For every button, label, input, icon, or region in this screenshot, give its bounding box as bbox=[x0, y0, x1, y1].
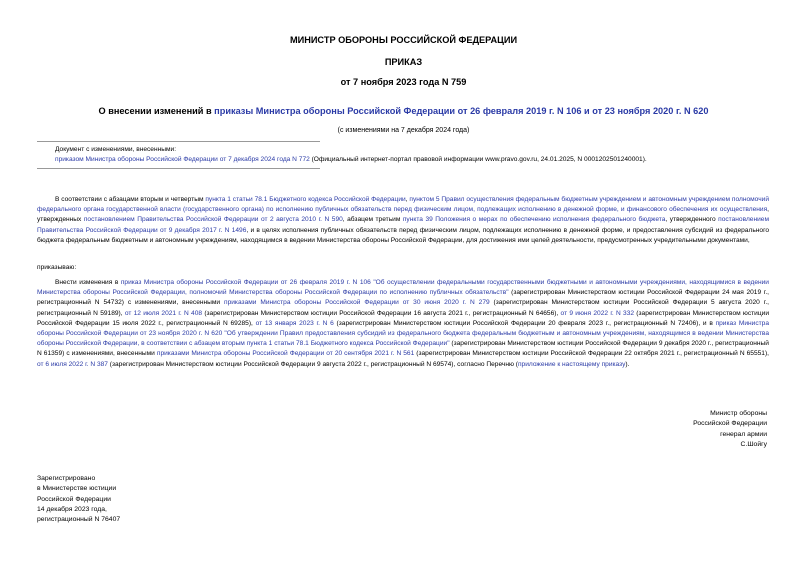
preamble-paragraph bbox=[37, 195, 769, 246]
order-word: приказываю: bbox=[37, 264, 77, 271]
preamble-text: , и в целях исполнения публичных обязательств перед физическим лицом, подлежащих исполнению в денежной форме, и предоставления субсидий из федерального бюджета федеральным бюджетным и автономным учреждениям, находящимся в ведении Министерства обороны Российской Федерации, для достижения ими целей деятельности, предусмотренных учредительными документами, bbox=[37, 226, 769, 244]
body-text: (зарегистрирован Министерством юстиции Российской Федерации 9 августа 2022 г., регистрационный N 69574), согласно Перечню ( bbox=[107, 360, 518, 368]
body-text: (зарегистрирован Министерством юстиции Российской Федерации 5 августа 2020 г., регистрационный N 59189), bbox=[37, 299, 769, 317]
preamble-text: , абзацем третьим bbox=[342, 216, 403, 224]
preamble-text: В соответствии с абзацами вторым и четвертым bbox=[55, 196, 206, 203]
document-title bbox=[0, 106, 807, 116]
body-text: (зарегистрирован Министерством юстиции Российской Федерации 16 августа 2021 г., регистрационный N 64656), bbox=[202, 309, 561, 317]
body-link[interactable]: приказ Министра обороны Российской Федерации от 23 ноября 2020 г. N 620 "Об утверждении Правил предоставления субсидий из федерального бюджета федеральным бюджетным и автономным учреждениям, находящимся в ведении Министерства обороны Российской Федерации, в соответствии с абзацем вторым пункта 1 статьи 78.1 Бюджетного кодекса Российской Федерации" bbox=[37, 319, 770, 348]
top-divider bbox=[37, 141, 320, 142]
body-link[interactable]: приказ Министра обороны Российской Федерации от 26 февраля 2019 г. N 106 "Об осуществлении федеральными государственными бюджетными и автономными учреждениями, находящимися в ведении Министерства обороны Российской Федерации, полномочий Министерства обороны Российской Федерации по исполнению публичных обязательств" bbox=[37, 279, 769, 297]
registration-line: Зарегистрировано bbox=[37, 475, 96, 482]
body-text: (зарегистрирован Министерством юстиции Российской Федерации 22 октября 2021 г., регистрационный N 65551), bbox=[414, 350, 770, 358]
body-text: ). bbox=[625, 360, 630, 368]
appendix-link[interactable]: приложение к настоящему приказу bbox=[517, 360, 626, 368]
signature-line: Российской Федерации bbox=[693, 420, 767, 428]
body-link[interactable]: приказами Министра обороны Российской Федерации от 30 июня 2020 г. N 279 bbox=[224, 299, 490, 307]
body-text: (зарегистрирован Министерством юстиции Российской Федерации 20 февраля 2023 г., регистрационный N 72406), и в bbox=[333, 319, 716, 327]
preamble-text: , bbox=[405, 196, 410, 203]
body-link[interactable]: приказами Министра обороны Российской Федерации от 20 сентября 2021 г. N 561 bbox=[156, 350, 415, 358]
signature-name: С.Шойгу bbox=[740, 440, 767, 448]
title-link[interactable]: приказы Министра обороны Российской Федерации от 26 февраля 2019 г. N 106 и от 23 ноября 2020 г. N 620 bbox=[214, 106, 709, 116]
body-link[interactable]: от 12 июля 2021 г. N 408 bbox=[124, 309, 203, 317]
preamble-text: , утвержденных bbox=[37, 206, 769, 224]
preamble-link[interactable]: постановлением Правительства Российской Федерации от 9 декабря 2017 г. N 1496 bbox=[37, 216, 769, 234]
registration-line: в Министерстве юстиции bbox=[37, 485, 117, 493]
body-link[interactable]: от 9 июня 2022 г. N 332 bbox=[560, 309, 635, 317]
preamble-link[interactable]: пункта 1 статьи 78.1 Бюджетного кодекса Российской Федерации bbox=[205, 196, 406, 203]
body-link[interactable]: от 6 июля 2022 г. N 387 bbox=[37, 360, 108, 368]
date-number: от 7 ноября 2023 года N 759 bbox=[340, 77, 467, 87]
changes-block bbox=[55, 145, 775, 165]
revision-note: (с изменениями на 7 декабря 2024 года) bbox=[337, 127, 470, 134]
body-paragraph bbox=[37, 278, 769, 370]
signature-block bbox=[693, 409, 767, 450]
signature-line: Министр обороны bbox=[710, 410, 767, 417]
preamble-link[interactable]: пунктом 5 Правил осуществления федеральным бюджетным учреждением и автономным учреждением полномочий федерального органа государственной власти (государственного органа) по исполнению публичных обязательств перед физическим лицом, подлежащих исполнению в денежной форме, и финансового обеспечения их осуществления bbox=[37, 196, 769, 214]
changes-link[interactable]: приказом Министра обороны Российской Федерации от 7 декабря 2024 года N 772 bbox=[55, 156, 310, 163]
registration-number: регистрационный N 76407 bbox=[37, 516, 121, 524]
body-text: Внести изменения в bbox=[55, 279, 121, 286]
preamble-text: , утвержденного bbox=[665, 216, 719, 224]
registration-date: 14 декабря 2023 года, bbox=[37, 505, 107, 513]
changes-suffix: (Официальный интернет-портал правовой информации www.pravo.gov.ru, 24.01.2025, N 0001202501240001). bbox=[309, 156, 647, 163]
registration-line: Российской Федерации bbox=[37, 495, 111, 503]
bottom-divider bbox=[37, 168, 320, 169]
preamble-link[interactable]: постановлением Правительства Российской Федерации от 2 августа 2010 г. N 590 bbox=[83, 216, 343, 224]
signature-line: генерал армии bbox=[720, 430, 767, 438]
body-text: (зарегистрирован Министерством юстиции Российской Федерации 24 мая 2019 г., регистрационный N 54732) с изменениями, внесенными bbox=[37, 289, 769, 307]
preamble-link[interactable]: пункта 39 Положения о мерах по обеспечению исполнения федерального бюджета bbox=[402, 216, 666, 224]
body-text: (зарегистрирован Министерством юстиции Российской Федерации 15 июля 2022 г., регистрационный N 69285), bbox=[37, 309, 769, 327]
body-text: (зарегистрирован Министерством юстиции Российской Федерации 9 декабря 2020 г., регистрационный N 61359) с изменениями, внесенными bbox=[37, 340, 769, 358]
title-prefix: О внесении изменений в bbox=[98, 106, 215, 116]
changes-label: Документ с изменениями, внесенными: bbox=[55, 146, 177, 153]
body-link[interactable]: от 13 января 2023 г. N 6 bbox=[255, 319, 334, 327]
registration-block bbox=[37, 474, 120, 525]
doc-type-heading: ПРИКАЗ bbox=[384, 57, 423, 67]
ministry-heading: МИНИСТР ОБОРОНЫ РОССИЙСКОЙ ФЕДЕРАЦИИ bbox=[289, 35, 518, 45]
